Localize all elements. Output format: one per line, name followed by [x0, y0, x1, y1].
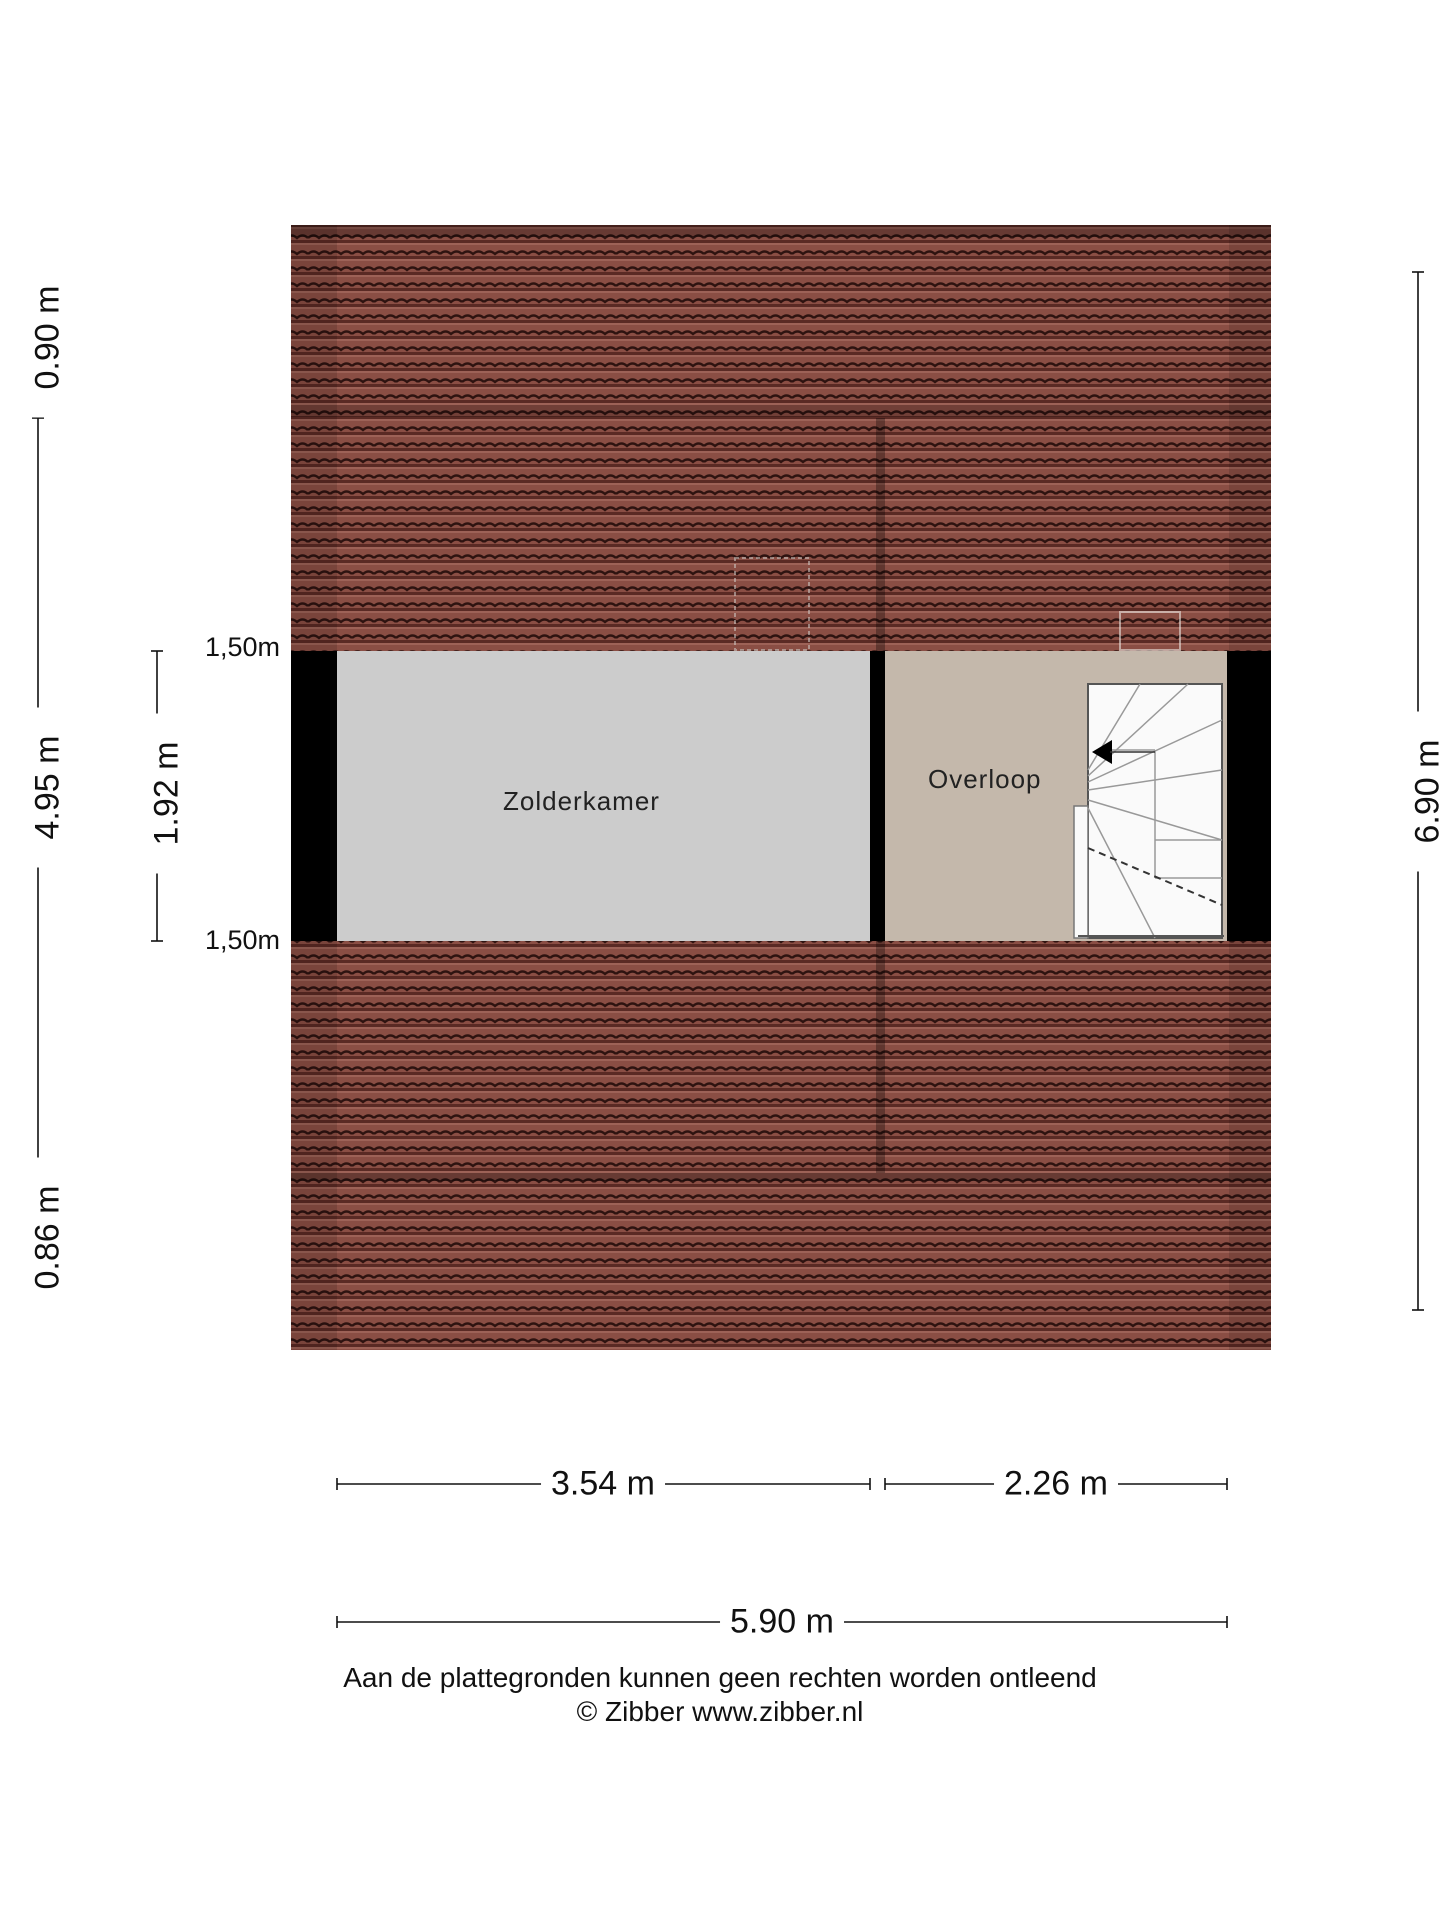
- dim-bottom-total: 5.90 m: [720, 1603, 844, 1642]
- staircase: [1074, 684, 1224, 938]
- wall-left: [291, 651, 337, 941]
- roof-panel-bottom-right: [885, 941, 1229, 1173]
- dim-right-total: 6.90 m: [1409, 712, 1448, 872]
- room-label-zolderkamer: Zolderkamer: [503, 786, 660, 816]
- roof-panel-bottom-left: [337, 941, 879, 1173]
- roof-panel-top-left: [337, 418, 879, 651]
- disclaimer: Aan de plattegronden kunnen geen rechten worden ontleend: [343, 1662, 1097, 1693]
- partition-wall: [870, 651, 885, 941]
- ceiling-height-top: 1,50m: [205, 632, 281, 662]
- ceiling-height-bottom: 1,50m: [205, 925, 281, 955]
- dim-left-middle: 4.95 m: [29, 708, 68, 868]
- room-label-overloop: Overloop: [928, 764, 1042, 794]
- copyright: © Zibber www.zibber.nl: [576, 1696, 864, 1727]
- dim-bottom-left: 3.54 m: [541, 1465, 665, 1504]
- dim-inner-height: 1.92 m: [148, 714, 187, 874]
- dim-left-bottom: 0.86 m: [29, 1158, 68, 1318]
- roof-panel-top-right: [885, 418, 1229, 651]
- dim-bottom-right: 2.26 m: [994, 1465, 1118, 1504]
- dim-left-top: 0.90 m: [29, 258, 68, 418]
- wall-right: [1227, 651, 1271, 941]
